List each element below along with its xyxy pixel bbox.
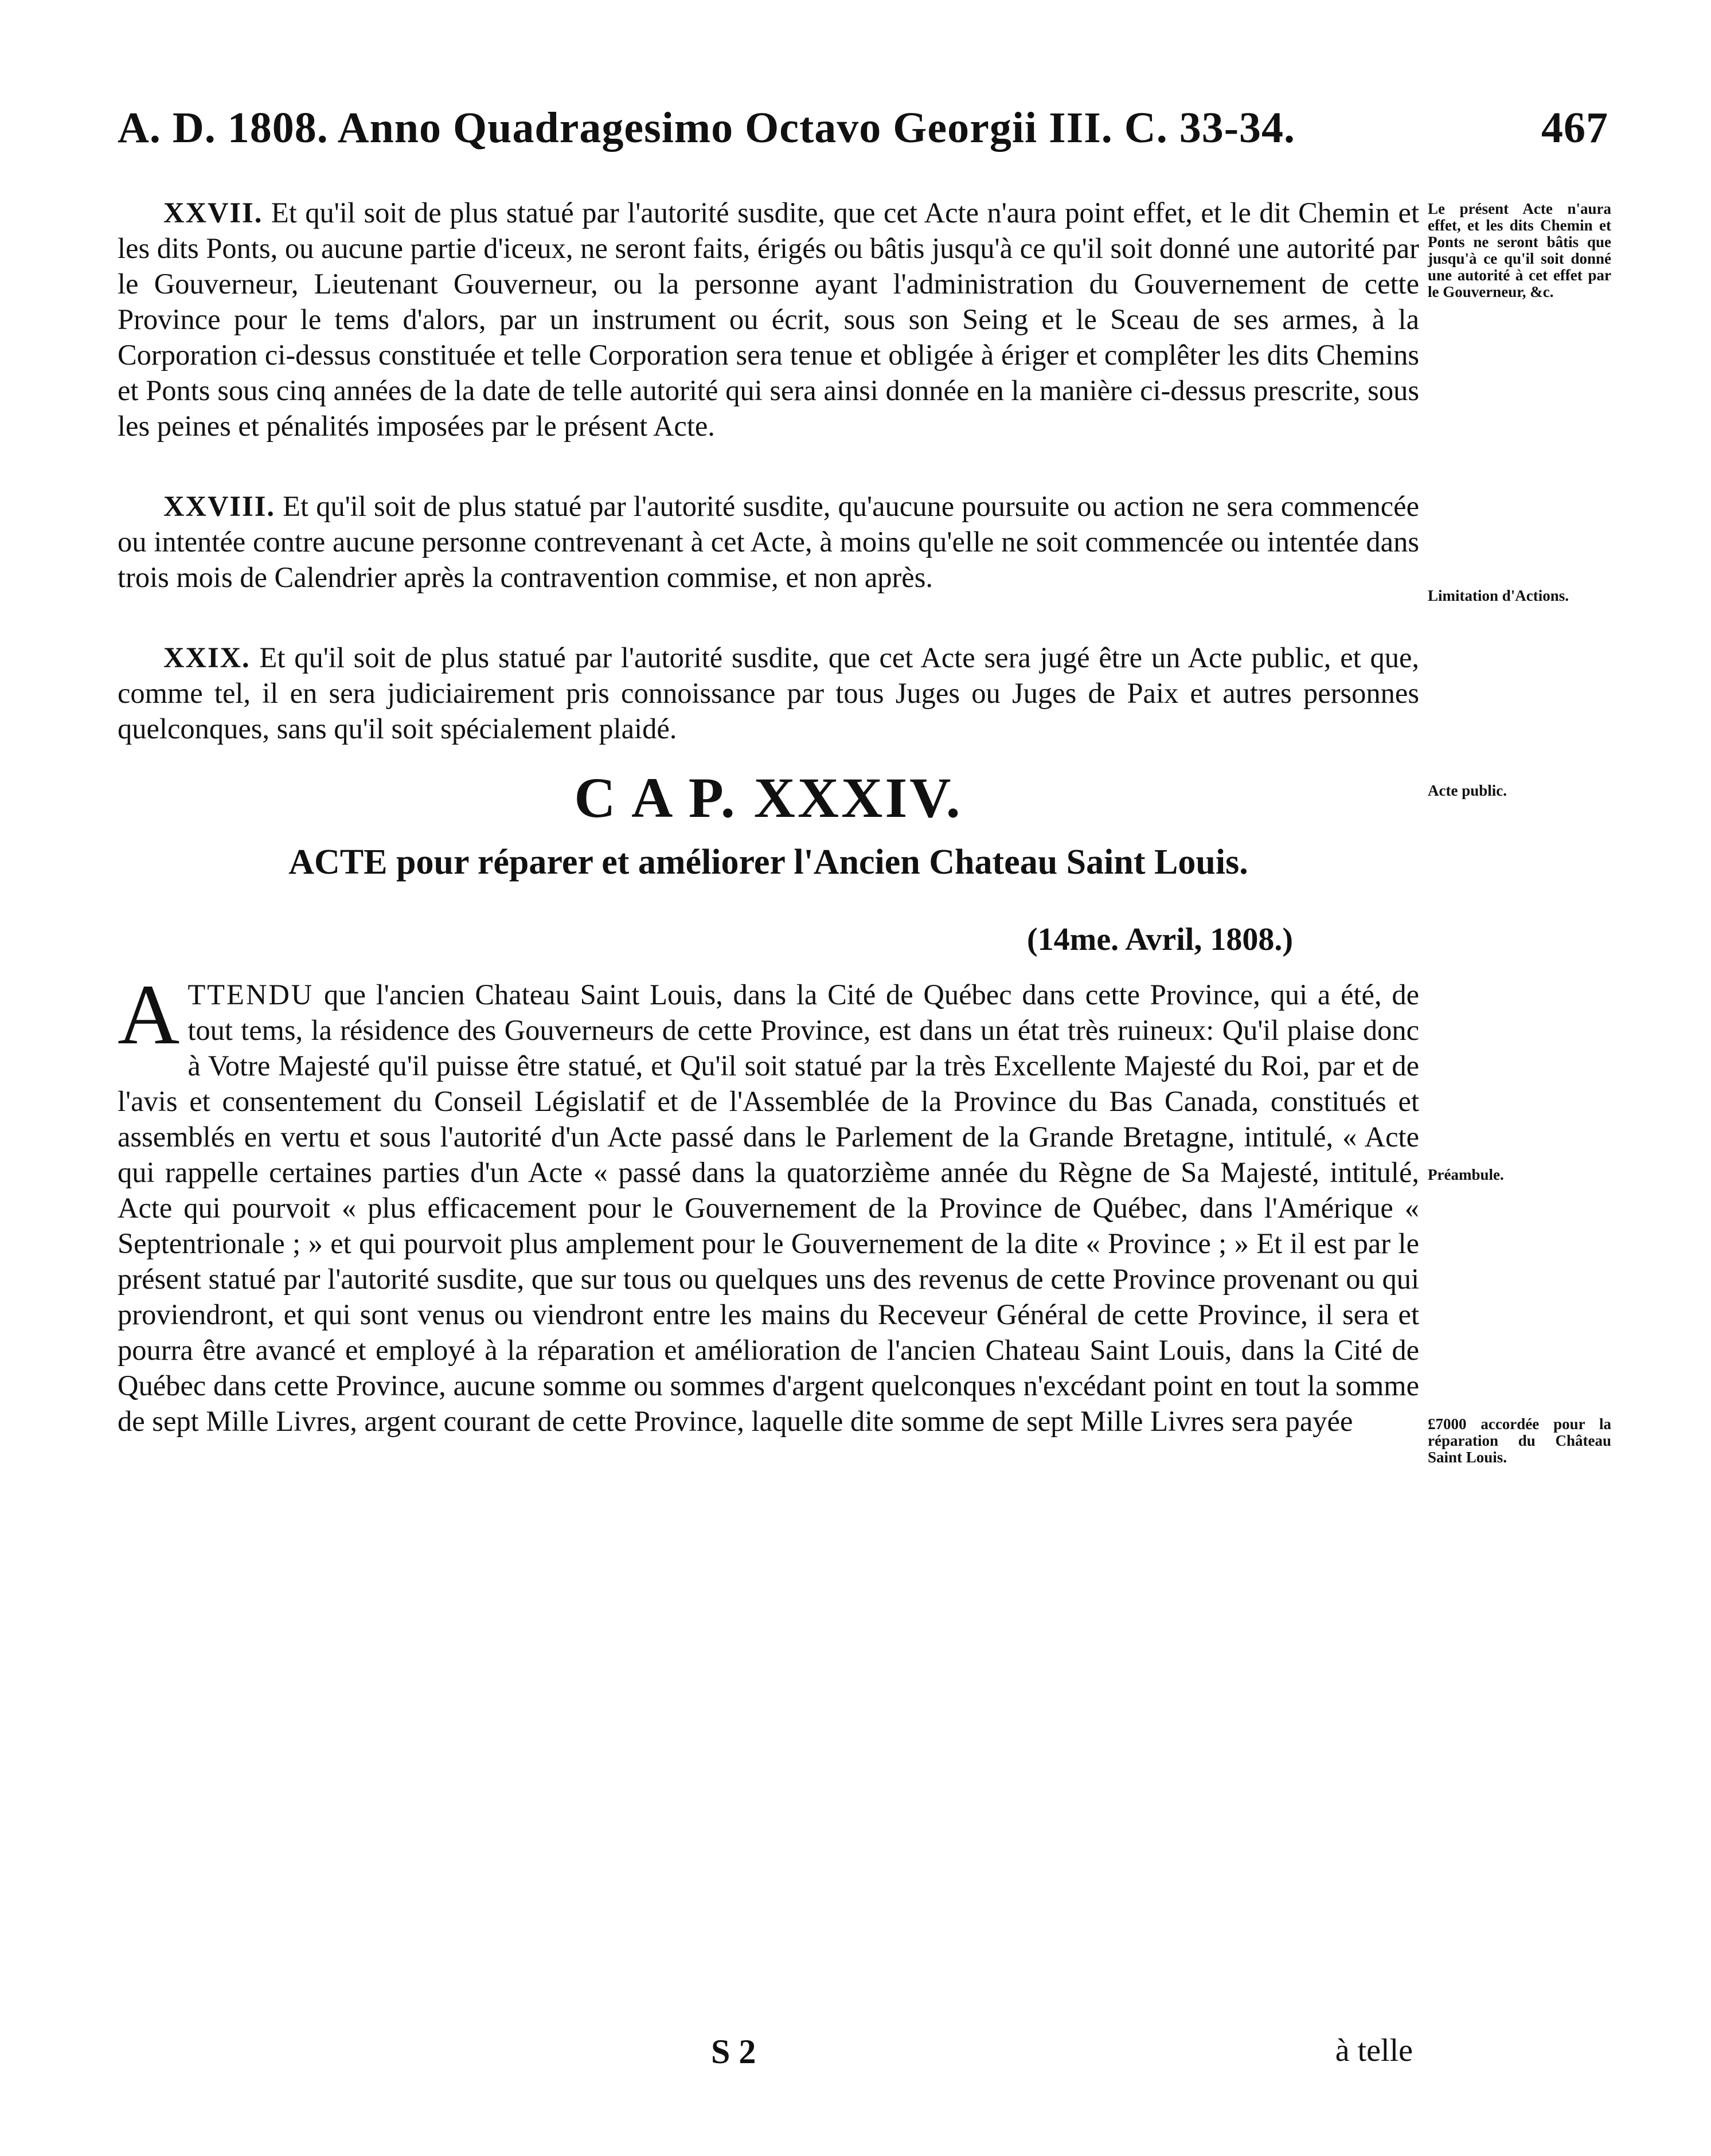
section-number: XXVIII. — [163, 490, 275, 522]
section-xxvii — [118, 195, 1419, 444]
running-title: A. D. 1808. Anno Quadragesimo Octavo Georgii III. C. 33-34. — [118, 104, 1295, 152]
first-word: TTENDU — [187, 979, 314, 1011]
margin-note-preamble: Préambule. — [1428, 1166, 1504, 1183]
section-number: XXVII. — [163, 197, 263, 229]
section-text: Et qu'il soit de plus statué par l'autorité susdite, que cet Acte sera jugé être un Acte public, et que, comme tel, il en sera judiciairement pris connoissance par tous Juges ou Juges de Paix et autres personnes quelconques, sans qu'il soit spécialement plaidé. — [118, 641, 1420, 745]
margin-note-grant: £7000 accordée pour la réparation du Château Saint Louis. — [1428, 1415, 1611, 1466]
catchword: à telle — [1335, 2033, 1413, 2068]
section-xxviii — [118, 488, 1419, 595]
chapter-heading: C A P. XXXIV. — [574, 766, 963, 829]
act-date: (14me. Avril, 1808.) — [1027, 922, 1293, 957]
section-text: Et qu'il soit de plus statué par l'autorité susdite, qu'aucune poursuite ou action ne sera commencée ou intentée contre aucune personne contrevenant à cet Acte, à moins qu'elle ne soit commencée ou intentée dans trois mois de Calendrier après la contravention commise, et non après. — [118, 490, 1420, 593]
running-header — [118, 97, 1608, 161]
act-title: ACTE pour réparer et améliorer l'Ancien Chateau Saint Louis. — [288, 843, 1248, 882]
margin-note-limitation: Limitation d'Actions. — [1428, 587, 1569, 604]
preamble-paragraph — [118, 967, 1420, 1439]
drop-cap: A — [118, 967, 180, 1062]
section-xxix — [118, 640, 1419, 746]
margin-note-effect: Le présent Acte n'aura effet, et les dits Chemin et Ponts ne seront bâtis que jusqu'à ce qu'il soit donné une autorité à cet effet par le Gouverneur, &c. — [1428, 200, 1611, 300]
preamble-text: que l'ancien Chateau Saint Louis, dans la Cité de Québec dans cette Province, qui a été, de tout tems, la résidence des Gouverneurs de cette Province, est dans un état très ruineux: Qu'il plaise donc à Votre Majesté qu'il puisse être statué, et Qu'il soit statué par la très Excellente Majesté du Roi, par et de l'avis et consentement du Conseil Législatif et de l'Assemblée de la Province du Bas Canada, constitués et assemblés en vertu et sous l'autorité d'un Acte passé dans le Parlement de la Grande Bretagne, intitulé, « Acte qui rappelle certaines parties d'un Acte « passé dans la quatorzième année du Règne de Sa Majesté, intitulé, Acte qui pourvoit « plus efficacement pour le Gouvernement de la Province de Québec, dans l'Amérique « Septentrionale ; » et qui pourvoit plus amplement pour le Gouvernement de la dite « Province ; » Et il est par le présent statué par l'autorité susdite, que sur tous ou quelques uns des revenus de cette Province provenant ou qui proviendront, et qui sont venus ou viendront entre les mains du Receveur Général de cette Province, il sera et pourra être avancé et employé à la réparation et amélioration de l'ancien Chateau Saint Louis, dans la Cité de Québec dans cette Province, aucune somme ou sommes d'argent quelconques n'excédant point en tout la somme de sept Mille Livres, argent courant de cette Province, laquelle dite somme de sept Mille Livres sera payée — [118, 979, 1420, 1437]
signature-mark: S 2 — [711, 2033, 756, 2071]
section-number: XXIX. — [163, 641, 251, 674]
margin-note-public-act: Acte public. — [1428, 782, 1507, 799]
main-text-column — [118, 195, 1419, 1439]
section-text: Et qu'il soit de plus statué par l'autorité susdite, que cet Acte n'aura point effet, et le dit Chemin et les dits Ponts, ou aucune partie d'iceux, ne seront faits, érigés ou bâtis jusqu'à ce qu'il soit donné une autorité par le Gouverneur, Lieutenant Gouverneur, ou la personne ayant l'administration du Gouvernement de cette Province pour le tems d'alors, par un instrument ou écrit, sous son Seing et le Sceau de ses armes, à la Corporation ci-dessus constituée et telle Corporation sera tenue et obligée à ériger et complêter les dits Chemins et Ponts sous cinq années de la date de telle autorité qui sera ainsi donnée en la manière ci-dessus prescrite, sous les peines et pénalités imposées par le présent Acte. — [118, 197, 1419, 442]
page-number: 467 — [1541, 104, 1608, 152]
